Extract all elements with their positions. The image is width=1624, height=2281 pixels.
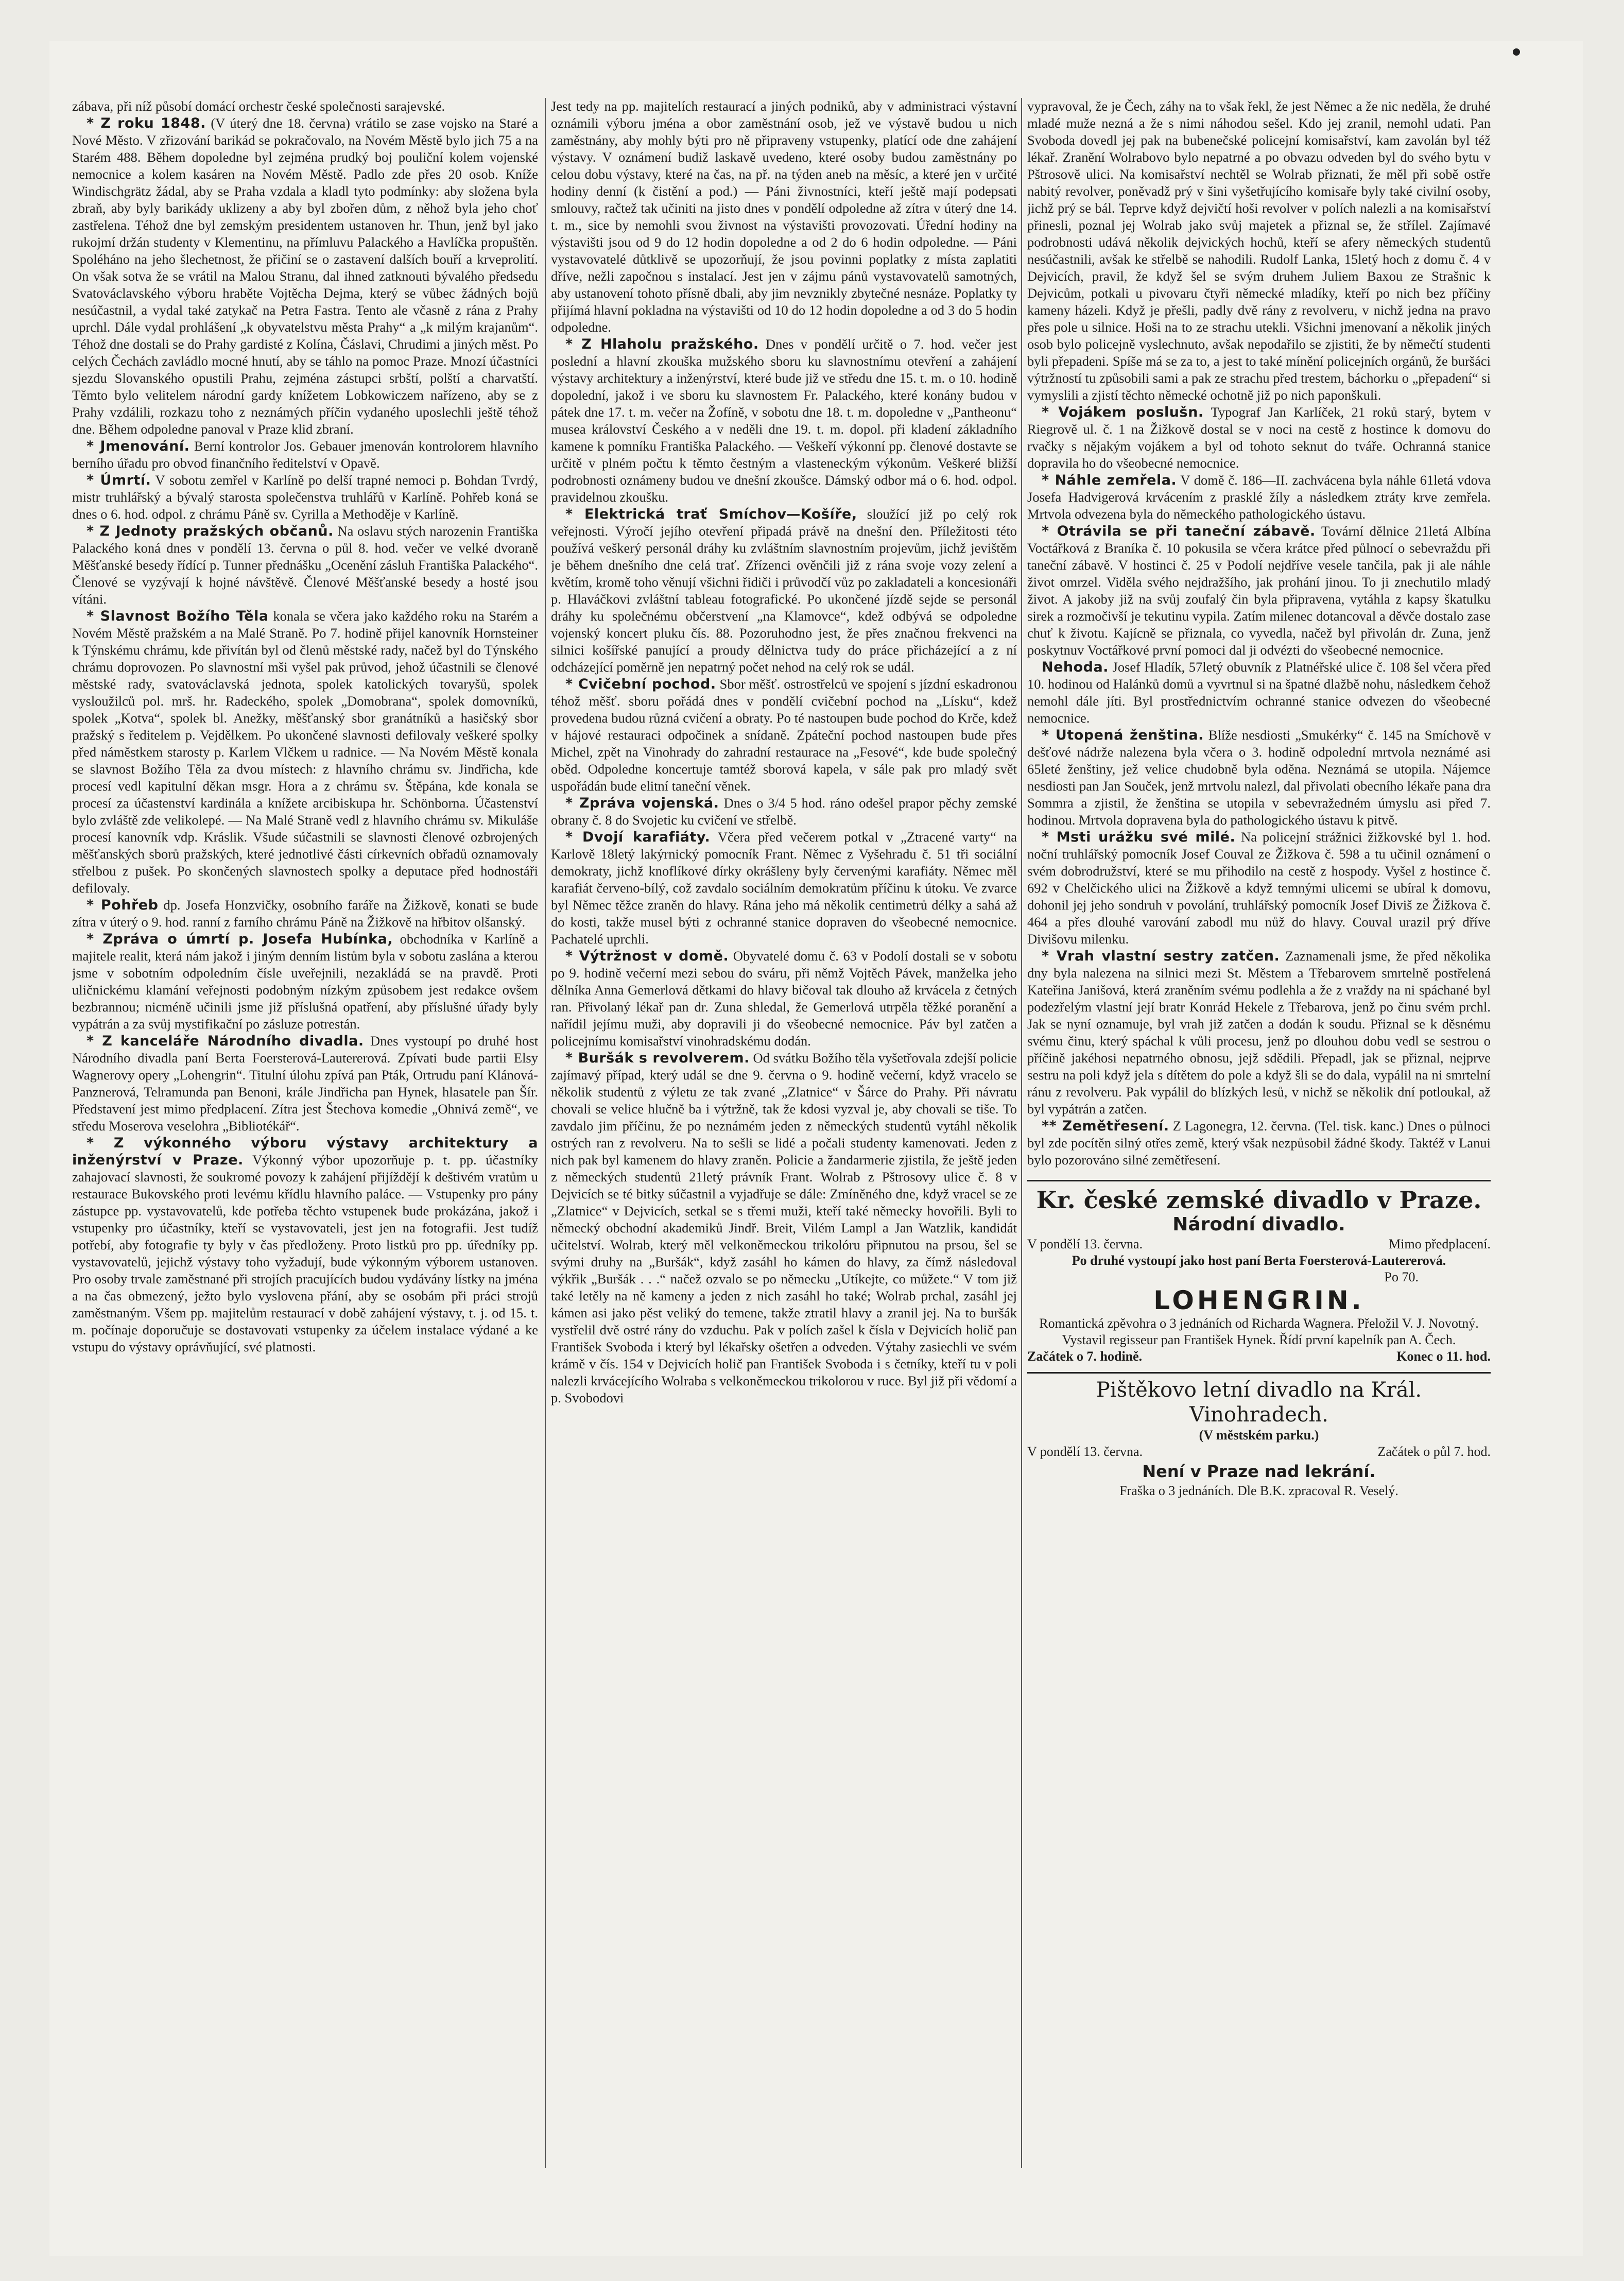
column-1	[72, 98, 538, 2168]
article-heading: * Vojákem poslušn.	[1042, 404, 1204, 420]
article-text: Tovární dělnice 21letá Albína Voctářková z Braníka č. 10 pokusila se včera krátce před půlnocí o sebevraždu při taneční zábavě. V hostinci č. 25 v Podolí nejdříve vesele tančila, pak ji ale náhle život omrzel. Viděla svého nejdražšího, jak prohání jinou. To ji znechutilo mladý život. A jakoby již na svůj zoufalý čin byla připravena, vytáhla z kapsy škatulku sirek a rozmočivší je tekutinu vypila. Zatím milenec dotancoval a děvče dostalo zase chuť k životu. Kajícně se přiznala, co vyvedla, načež byl přivolán dr. Zuna, jenž poskytnuv Voctářkové první pomoci dal ji odvézti do všeobecné nemocnice.	[1027, 523, 1491, 658]
article-text: Z Lagonegra, 12. června. (Tel. tisk. kanc.) Dnes o půlnoci byl zde pocítěn silný otřes země, který však nezpůsobil žádné škody. Taktéž v Lanui bylo pozorováno silné zemětřesení.	[1027, 1118, 1491, 1168]
ad-theatre-date: V pondělí 13. června.	[1027, 1237, 1143, 1251]
article	[551, 795, 1017, 829]
article	[551, 98, 1017, 336]
article-text: obchodníka v Karlíně a majitele realit, která nám jakož i jiným denním listům byla v sobotu zaslána a kterou jsme v sobotním odpoledním čísle uveřejnili, nezakládá se na pravdě. Proti uličnickému klamání veřejnosti podobným nízkým způsobem jest redakce ovšem bezbrannou; nicméně učinili jsme již příslušná opatření, aby příslušné úřady byly vypátrán a za svůj mystifikační po zásluze potrestán.	[72, 931, 538, 1032]
article-heading: * Úmrtí.	[87, 472, 151, 488]
article	[72, 1033, 538, 1135]
ad-summer-date: V pondělí 13. června.	[1027, 1444, 1143, 1459]
article	[551, 829, 1017, 948]
ad-theatre-start: Začátek o 7. hodině.	[1027, 1349, 1143, 1364]
column-3-articles	[1027, 98, 1491, 1169]
theatre-advertisement	[1027, 1180, 1491, 1365]
article-text: V domě č. 186—II. zachvácena byla náhle 61letá vdova Josefa Hadvigerová krvácením z prasklé žíly a následkem ztráty krve zemřela. Mrtvola odvezena byla do německého pathologického ústavu.	[1027, 472, 1491, 522]
article-heading: * Z kanceláře Národního divadla.	[87, 1033, 364, 1049]
article	[72, 523, 538, 608]
article-text: Josef Hladík, 57letý obuvník z Platnéřské ulice č. 108 šel včera před 10. hodinou od Halánků domů a vyvrtnul si na špatné dlažbě nohu, následkem čehož nemohl dále jíti. Byl prostřednictvím ochranné stanice odvezen do všeobecné nemocnice.	[1027, 659, 1491, 726]
ad-summer-start: Začátek o půl 7. hod.	[1377, 1444, 1491, 1459]
article-text: Blíže nesdiosti „Smukérky“ č. 145 na Smíchově v dešťové nádrže nalezena byla včera o 3. hodině odpolední mrtvola neznámé asi 65leté ženštiny, jež velice chudobně byla oděna. Neznámá se utopila. Nájemce nesdiosti pan Jan Souček, jenž mrtvolu nalezl, dal přivolati obecního lékaře pana dra Sommra a zjistil, že ženština se utopila v sebevražedném úmyslu asi před 7. hodinou. Mrtvola dopravena byla do pathologického ústavu k pitvě.	[1027, 727, 1491, 828]
article-heading: * Výtržnost v domě.	[565, 948, 729, 964]
article-heading: * Z výkonného výboru výstavy architektury a inženýrství v Praze.	[72, 1135, 538, 1168]
article-text: Typograf Jan Karlíček, 21 roků starý, bytem v Riegrově ul. č. 1 na Žižkově dostal se v noci na cestě z hostince k domovu do rvačky s nějakým vojákem a byl od tohoto seknut do tváře. Ochranná stanice dopravila ho do všeobecné nemocnice.	[1027, 404, 1491, 471]
column-rule	[1021, 98, 1022, 2168]
ad-theatre-number: Po 70.	[1384, 1270, 1419, 1284]
ad-summer-title: Pištěkovo letní divadlo na Král. Vinohradech.	[1027, 1372, 1491, 1427]
article	[1027, 659, 1491, 727]
article	[72, 438, 538, 472]
ad-theatre-description: Romantická zpěvohra o 3 jednáních od Richarda Wagnera. Přeložil V. J. Novotný. Vystavil regisseur pan František Hynek. Řídí první kapelník pan A. Čech.	[1039, 1316, 1479, 1347]
article	[72, 98, 538, 115]
article-heading: * Z Hlaholu pražského.	[565, 336, 759, 352]
article-heading: * Buršák s revolverem.	[565, 1050, 750, 1066]
article	[1027, 829, 1491, 948]
article-text: Včera před večerem potkal v „Ztracené varty“ na Karlově 18letý lakýrnický pomocník Frant. Němec z Vyšehradu č. 51 tři sociální demokraty, jichž knoflíkové dírky okrášleny byly červenými karafiáty. Němec měl karafiát červeno-bílý, což zavdalo sociálním demokratům příčinu k útoku. Ve zvarce byl Němec těžce zraněn do hlavy. Rána jeho má několik centimetrů délky a sahá až do kosti, takže musel býti z ochranné stanice dopraven do všeobecné nemocnice. Pachatelé uprchli.	[551, 829, 1017, 947]
column-rule	[545, 98, 546, 2168]
article	[551, 336, 1017, 506]
article-text: Na policejní strážnici žižkovské byl 1. hod. noční truhlářský pomocník Josef Couval ze Žižkova č. 598 a tu učinil oznámení o svém dobrodružství, které se mu přihodilo na cestě z hospody. Vyšel z hostince č. 692 v Chelčického ulici na Žižkově a když temnými ulicemi se ubíral k domovu, dohonil jej jeho sondruh v povolání, truhlářský pomocník Josef Diviš ze Žižkova č. 464 a přes dlouhé varování zabodl mu nůž do hlavy. Couval urazil prý dříve Divišovu milenku.	[1027, 829, 1491, 947]
article	[551, 676, 1017, 795]
article-text: V sobotu zemřel v Karlíně po delší trapné nemoci p. Bohdan Tvrdý, mistr truhlářský a bývalý starosta společenstva truhlářů v Karlíně. Pohřeb koná se dnes o 6. hod. odpol. z chrámu Páně sv. Cyrilla a Methoděje v Karlíně.	[72, 472, 538, 522]
article-heading: * Zpráva o úmrtí p. Josefa Hubínka,	[87, 931, 393, 947]
article-heading: * Jmenování.	[87, 438, 190, 454]
article-text: Na oslavu stých narozenin Františka Palackého koná dnes v pondělí 13. června o půl 8. hod. večer ve velké dvoraně Měšťanské besedy řídící p. Tunner přednášku „Ocenění zásluh Františka Palackého“. Členové se vyzývají k hojné návštěvě. Členové Měšťanské besedy a hosté jsou vítáni.	[72, 523, 538, 607]
ad-theatre-end: Konec o 11. hod.	[1396, 1349, 1491, 1364]
article-heading: * Z roku 1848.	[87, 115, 206, 131]
article-text: Dnes o 3/4 5 hod. ráno odešel prapor pěchy zemské obrany č. 8 do Svojetic ku cvičení ve střelbě.	[551, 795, 1017, 828]
ad-summer-description: Fraška o 3 jednáních. Dle B.K. zpracoval R. Veselý.	[1119, 1483, 1398, 1498]
article	[551, 948, 1017, 1050]
article-text: (V úterý dne 18. června) vrátilo se zase vojsko na Staré a Nové Město. V zřizování barikád se pokračovalo, na Novém Městě bylo jich 75 a na Starém 488. Během dopoledne byl zejména prudký boj pouliční kolem vojenské nemocnice a kolem kasáren na Novém Městě. Padlo zde přes 20 osob. Kníže Windischgrätz žádal, aby se Praha vzdala a kladl tyto podmínky: aby složena byla zbraň, aby byly barikády uklizeny a aby byl zbořen dům, z něhož byla jeho choť zastřelena. Téhož dne byl zemským presidentem ustanoven hr. Thun, jenž byl jako rukojmí držán studenty v Klementinu, na přímluvu Palackého a Havlíčka propuštěn. Spoléháno na jeho šlechetnost, že přičiní se o zastavení dalších bouří a krveprolití. On však sotva že se vrátil na Malou Stranu, dal ihned zatknouti bývalého předsedu Svatováclavského výboru hraběte Vojtěcha Dejma, který se vůbec žádných bojů nesúčastnil, a vydal také zatykač na Petra Fastra. Tento ale včasně z rána z Prahy uprchl. Dále vydal prohlášení „k obyvatelstvu města Prahy“ a „k milým krajanům“. Téhož dne dostali se do Prahy gardisté z Kolína, Čáslavi, Chrudimi a jiných měst. Po celých Čechách zavládlo mocné hnutí, aby se táhlo na pomoc Praze. Mnozí účastníci sjezdu Slovanského opustili Prahu, zejména zástupci srbští, polští a charvatští. Těmto bylo velitelem národní gardy knížetem Lobkowiczem nařízeno, aby se z Prahy vzdálili, rozkazu toho z neznámých příčin vydaného uposlechli ještě téhož dne. Během odpoledne panoval v Praze klid zbraní.	[72, 115, 538, 437]
article-heading: * Náhle zemřela.	[1042, 472, 1177, 488]
article-heading: * Z Jednoty pražských občanů.	[87, 523, 334, 539]
article-heading: * Cvičební pochod.	[565, 676, 716, 692]
article-text: vypravoval, že je Čech, záhy na to však řekl, že jest Němec a že nic neděla, že druhé mladé muže nezná a že s nimi náhodou sešel. Kdo jej zranil, nemohl udati. Pan Svoboda dovedl jej pak na bubenečské policejní komisařství, kam zavolán byl též lékař. Zranění Wolrabovo bylo nepatrné a po obvazu odveden byl do svého bytu v Pštrosově ulici. Na komisařství nechtěl se Wolrab přiznati, že měl při sobě ostře nabitý revolver, poněvadž prý v šini vyšetřujícího komisaře byly také civilní osoby, jichž prý se bál. Teprve když dejvičtí hoši revolver v polích nalezli a na komisařství přinesli, poznal jej Wolrab jako svůj majetek a přiznal se, že střílel. Zajímavé podrobnosti udává několik dejvických hochů, kteří se afery německých studentů nesúčastnili, avšak ke střelbě se nahodili. Rudolf Lanka, 15letý hoch z domu č. 4 v Dejvicích, pravil, že když šel se svým druhem Juliem Baxou ze Strašnic k Dejvicům, potkali u pivovaru čtyři německé mladíky, kteří po nich bez příčiny kameny házeli. Když je přešli, padly dvě rány z revolveru, v nichž jedna na pravo přes pole u silnice. Hoši na to ze strachu utekli. Všichni jmenovaní a několik jiných osob bylo policejně vyslechnuto, avšak nepodařilo se zjistiti, že by němečtí studenti byli přepadeni. Spíše má se za to, a jest to také mínění policejních orgánů, že buršáci výtržností tu způsobili sami a pak ze strachu před trestem, báchorku o „přepadení“ si vymyslili a zjistí těchto německé ochotně již po nich paponškuli.	[1027, 98, 1491, 403]
article-text: Dnes vystoupí po druhé host Národního divadla paní Berta Foersterová-Lautererová. Zpívati bude partii Elsy Wagnerovy opery „Lohengrin“. Titulní úlohu zpívá pan Pták, Ortrudu paní Klánová-Panznerová, Telramunda pan Benoni, krále Jindřicha pan Hynek, hlasatele pan Šír. Představení jest mimo předplacení. Zítra jest Štechova komedie „Ohnivá země“, ve středu Moserova veselohra „Bibliotékář“.	[72, 1033, 538, 1134]
article-text: Jest tedy na pp. majitelích restaurací a jiných podniků, aby v administraci výstavní oznámili výboru jména a obor zaměstnání osob, jež ve výstavě budou u nich zaměstnány, aby mohly býti pro ně připraveny vstupenky, platící ode dne zahájení výstavy. V oznámení budiž laskavě uvedeno, které osoby budou zaměstnány po celou dobu výstavy, které na čas, na př. na týden aneb na měsíc, a které jen v určité hodiny denní (k čistění a pod.) — Páni živnostníci, kteří ještě mají podepsati smlouvy, račtež tak učiniti na jisto dnes v pondělí odpoledne až zítra v úterý dne 14. t. m., sice by nemohli svou živnost na výstavišti provozovati. Úřední hodiny na výstavišti jsou od 9 do 12 hodin dopoledne a od 2 do 6 hodin odpoledne. — Páni vystavovatelé důtklivě se upozorňují, že jsou povinni poplatky z místa zaplatiti dříve, nežli započnou s instalací. Jest jen v zájmu pánů vystavovatelů samotných, aby ustanovení tohoto přísně dbali, aby jim nevznikly zbytečné nesnáze. Poplatky ty přijímá hlavní pokladna na výstavišti od 10 do 12 hodin dopoledne a od 3 do 5 hodin odpoledne.	[551, 98, 1017, 335]
article	[72, 931, 538, 1033]
article-text: Od svátku Božího těla vyšetřovala zdejší policie zajímavý případ, který udál se dne 9. června o 9. hodině večerní, když vracelo se několik studentů z výletu ze tak zvané „Zlatnice“ v Šárce do Prahy. Při návratu chovali se velice hlučně ba i výtržně, tak že kdosi vyzval je, aby chovali se tiše. To zavdalo jim příčinu, že po neznámém jeden z německých studentů vytáhl několik ostrých ran z revolveru. Na to sešli se lidé a počali studenty kamenovati. Jeden z nich pak byl kamenem do hlavy zraněn. Policie a žandarmerie zjistila, že ještě jeden z německých studentů 21letý právník Frant. Wolrab z Pštrosovy ulice č. 8 v Dejvicích se té bitky súčastnil a vyjadřuje se dále: Zmíněného dne, když vracel se ze „Zlatnice“ v Dejvicích, setkal se s třemi muži, kteří také německy hovořili. Byli to německý obchodní akademiků Jindř. Breit, Vilém Lampl a Jan Watzlik, kandidát učitelství. Wolrab, který měl velkoněmeckou trikolóru připnutou na prsou, šel se svými druhy na „Buršák“, když zasáhl ho kámen do hlavy, za čímž následoval výkřik „Buršák . . .“ načež ozvalo se po německu „Utíkejte, co můžete.“ V tom již také letěly na ně kameny a jeden z nich zasáhl ho také; Wolrab prchal, zasáhl jej kámen asi jako pěst veliký do temene, takže ztratil hlavy a zranil jej. Na to buršák vystřelil dvě ostré rány do vzduchu. Pak v polích zašel k čísla v Dejvicích holič pan František Svoboda i který byl lékařsky ošetřen a odveden. Výtahy zasiechli ve svém krámě v čís. 154 v Dejvicích holič pan František Svoboda i s četníky, kteří tu v poli nalezli krvácejícího Wolraba s velkoněmeckou trikolorou v ruce. Byl již při vědomí a p. Svobodovi	[551, 1050, 1017, 1405]
article-text: dp. Josefa Honzvičky, osobního faráře na Žižkově, konati se bude zítra v úterý o 9. hod. ranní z farního chrámu Páně na Žižkově na hřbitov olšanský.	[72, 897, 538, 930]
article	[72, 1135, 538, 1356]
ink-dot	[1513, 48, 1520, 56]
ad-summer-status: Není v Praze nad lekrání.	[1142, 1462, 1376, 1481]
article-heading: * Msti urážku své milé.	[1042, 829, 1236, 845]
column-3	[1027, 98, 1491, 2168]
ad-theatre-note: Mimo předplacení.	[1389, 1237, 1491, 1251]
article-heading: * Elektrická trať Smíchov—Košíře,	[565, 506, 857, 522]
article	[72, 608, 538, 897]
ad-theatre-subtitle: Národní divadlo.	[1172, 1214, 1345, 1235]
article	[72, 115, 538, 438]
article	[1027, 472, 1491, 523]
article-text: zábava, při níž působí domácí orchestr české společnosti sarajevské.	[72, 98, 445, 114]
article	[1027, 98, 1491, 404]
ad-theatre-title: Kr. české zemské divadlo v Praze.	[1036, 1186, 1482, 1214]
article-heading: * Utopená ženština.	[1042, 727, 1204, 743]
article-heading: * Otrávila se při taneční zábavě.	[1042, 523, 1316, 539]
article-text: sloužící již po celý rok veřejnosti. Výročí jejího otevření připadá právě na dnešní den. Příležitosti této používá veškerý personál dráhy ku zvláštním slavnostním projevům, jichž jevištěm je během dnešního dne celá trať. Zřízenci ověnčili již z rána svoje vozy zelení a květím, kromě toho věnují všichni řidiči i průvodčí vůz po zakladateli a koncesionáři p. Hlaváčkovi zvláštní tableau fotografické. Po ukončené jízdě sejde se personál dráhy ku společnému občerstvení „na Klamovce“, kdež odbývá se odpoledne vojenský koncert pluku čís. 88. Pozoruhodno jest, že přes značnou frekvenci na silnici košířské panující a proudy dělnictva tudy do práce přicházející a z ní odcházející poměrně jen nepatrný počet nehod na celý rok se udál.	[551, 506, 1017, 675]
article	[72, 472, 538, 523]
article-text: Dnes v pondělí určitě o 7. hod. večer jest poslední a hlavní zkouška mužského sboru ku slavnostnímu otevření a zahájení výstavy architektury a inženýrství, které bude již ve středu dne 15. t. m. o 10. hodině dopolední, jakož i ve sboru ku slavnostem Fr. Palackého, které konány budou v pátek dne 17. t. m. večer na Žofíně, v sobotu dne 18. t. m. dopoledne v „Pantheonu“ musea království Českého a v neděli dne 19. t. m. dopol. při kladení základního kamene k pomníku Františka Palackého. — Veškeří výkonní pp. členové dostavte se určitě v plném počtu k těmto čestným a vlasteneckým výkonům. Veškeré bližší podrobnosti oznámeny budou ve dnešní zkoušce. Dámský odbor má o 6. hod. odpol. pravidelnou zkoušku.	[551, 336, 1017, 505]
article-heading: * Dvojí karafiáty.	[565, 829, 711, 845]
article-text: Zaznamenali jsme, že před několika dny byla nalezena na silnici mezi St. Městem a Třebarovem smrtelně postřelená Kateřina Janišová, která zraněním svému podlehla a že z vraždy na ni spáchané byl podezřelým vlastní její bratr Konrád Hekele z Třebarova, jenž po činu svém prchl. Jak se nyní oznamuje, byl vrah již zatčen a dodán k soudu. Přiznal se k děsnému svému činu, který spáchal k vůli procesu, jenž po dlouhou dobu vedl se sestrou o příčině jakéhosi nepatrného obnosu, jejž sdědili. Přepadl, jak se přiznal, nejprve sestru na poli když jela s dítětem do pole a když šli se do dala, vypálil na ni smrtelní ránu z revolveru. Pak vypálil do blízkých lesů, v nichž se několik dní potloukal, až byl vypátrán a zatčen.	[1027, 948, 1491, 1117]
article-heading: * Pohřeb	[87, 897, 159, 913]
article-text: Výkonný výbor upozorňuje p. t. pp. účastníky zahajovací slavnosti, že soukromé povozy k zahájení přijíždějí k deštivém vratům u restaurace Bukovského proti levému křídlu hlavního paláce. — Vstupenky pro pány zástupce pp. vystavovatelů, kde potřeba těchto vstupenek bude prokázána, jakož i vstupenky pro účastníky, kteří se vystavovateli, jest jen na fotografii. Jest tudíž potřebí, aby fotografie ty byly v čas předloženy. Proto listků pro pp. úředníky pp. vystavovatelů, jejichž výstavy toho vyžadují, bude výkonným výborem ustanoven. Pro osoby trvale zaměstnané při strojích pracujících budou vydávány lístky na jména a na čas obmezený, ježto bylo vyslovena přání, aby se osobám při práci strojů zaměstnaným. Všem pp. majitelům restaurací v době zahájení výstavy, t. j. od 15. t. m. počínaje doporučuje se dostavovati vstupenky za účelem instalace výdané a ke vstupu do výstavy oprávňující, své platnosti.	[72, 1152, 538, 1354]
ad-theatre-guest: Po druhé vystoupí jako host paní Berta Foersterová-Lautererová.	[1072, 1253, 1446, 1268]
column-2	[551, 98, 1017, 2168]
article-text: Sbor měšť. ostrostřelců ve spojení s jízdní eskadronou téhož měšť. sboru pořádá dnes v pondělí cvičební pochod na „Lísku“, kdež provedena budou různá cvičení a obraty. Po té nastoupen bude pochod do Krče, kdež v hájové restauraci odpočinek a snídaně. Zpáteční pochod nastoupen bude přes Michel, zpět na Vinohrady do zahradní restaurace na „Fesové“, kde bude společný oběd. Odpoledne koncertuje tamtéž sborová kapela, v sále pak pro mladý svět uspořádán bude elitní taneční věnek.	[551, 676, 1017, 794]
article	[1027, 404, 1491, 472]
article	[551, 506, 1017, 676]
article	[551, 1050, 1017, 1407]
article	[1027, 948, 1491, 1118]
ad-summer-subtitle: (V městském parku.)	[1199, 1428, 1319, 1443]
article-heading: * Vrah vlastní sestry zatčen.	[1042, 948, 1280, 964]
article-heading: * Zpráva vojenská.	[565, 795, 719, 811]
article-heading: * Slavnost Božího Těla	[87, 608, 269, 624]
article	[72, 897, 538, 931]
article-text: Berní kontrolor Jos. Gebauer jmenován kontrolorem hlavního berního úřadu pro obvod finančního ředitelství v Opavě.	[72, 438, 538, 471]
article	[1027, 1118, 1491, 1169]
article-heading: ** Zemětřesení.	[1042, 1118, 1169, 1134]
ad-theatre-play: LOHENGRIN.	[1153, 1285, 1364, 1315]
article-text: Obyvatelé domu č. 63 v Podolí dostali se v sobotu po 9. hodině večerní mezi sebou do sváru, při němž Vojtěch Pávek, manželka jeho dělníka Anna Gemerlová dětkami do hlavy bičoval tak dlouho až krvácela z četných ran. Přivolaný lékař pan dr. Zuna shledal, že Gemerlová utrpěla těžké poranění a nařídil jejímu muži, aby dopravili ji do všeobecné nemocnice. Páv byl zatčen a policejnímu komisařství vinohradskému dodán.	[551, 948, 1017, 1049]
article-heading: Nehoda.	[1042, 659, 1109, 675]
article-text: konala se včera jako každého roku na Starém a Novém Městě pražském a na Malé Straně. Po 7. hodině přijel kanovník Hornsteiner k Týnskému chrámu, kde přivítán byl od členů městské rady, načež byl do Týnského chrámu doprovozen. Po slavnostní mši vyšel pak průvod, jehož účastnili se členové městské rady, svatováclavská jednota, spolek katolických tovaryšů, spolek vysloužilců pol. mrš. hr. Radeckého, spolek „Domobrana“, spolek domovníků, spolek „Kotva“, spolek bl. Anežky, měšťanský sbor granátníků a hasičský sbor pražský s ředitelem p. Vejdělkem. Po ukončené slavnosti defilovaly veškeré spolky před náměstkem starosty p. Karlem Vlčkem u radnice. — Na Novém Městě konala se slavnost Božího Těla za dvou místech: z hlavního chrámu sv. Jindřicha, kde procesí vedl kapitulní děkan msgr. Hora a z chrámu sv. Štěpána, kde konala se procesí za účastenství kardinála a knížete arcibiskupa hr. Schönborna. Účastenství bylo zvláště zde velikolepé. — Na Malé Straně vedl z hlavního chrámu sv. Mikuláše procesí kanovník vdp. Kráslik. Všude súčastnili se slavnosti členové ozbrojených měšťanských sborů pražských, které jednotlivé části církevních obřadů oznamovaly střelbou z pušek. Po skončených slavnostech spolky a deputace před hodnostáři defilovaly.	[72, 608, 538, 896]
article	[1027, 523, 1491, 659]
article	[1027, 727, 1491, 829]
summer-theatre-advertisement	[1027, 1372, 1491, 1499]
